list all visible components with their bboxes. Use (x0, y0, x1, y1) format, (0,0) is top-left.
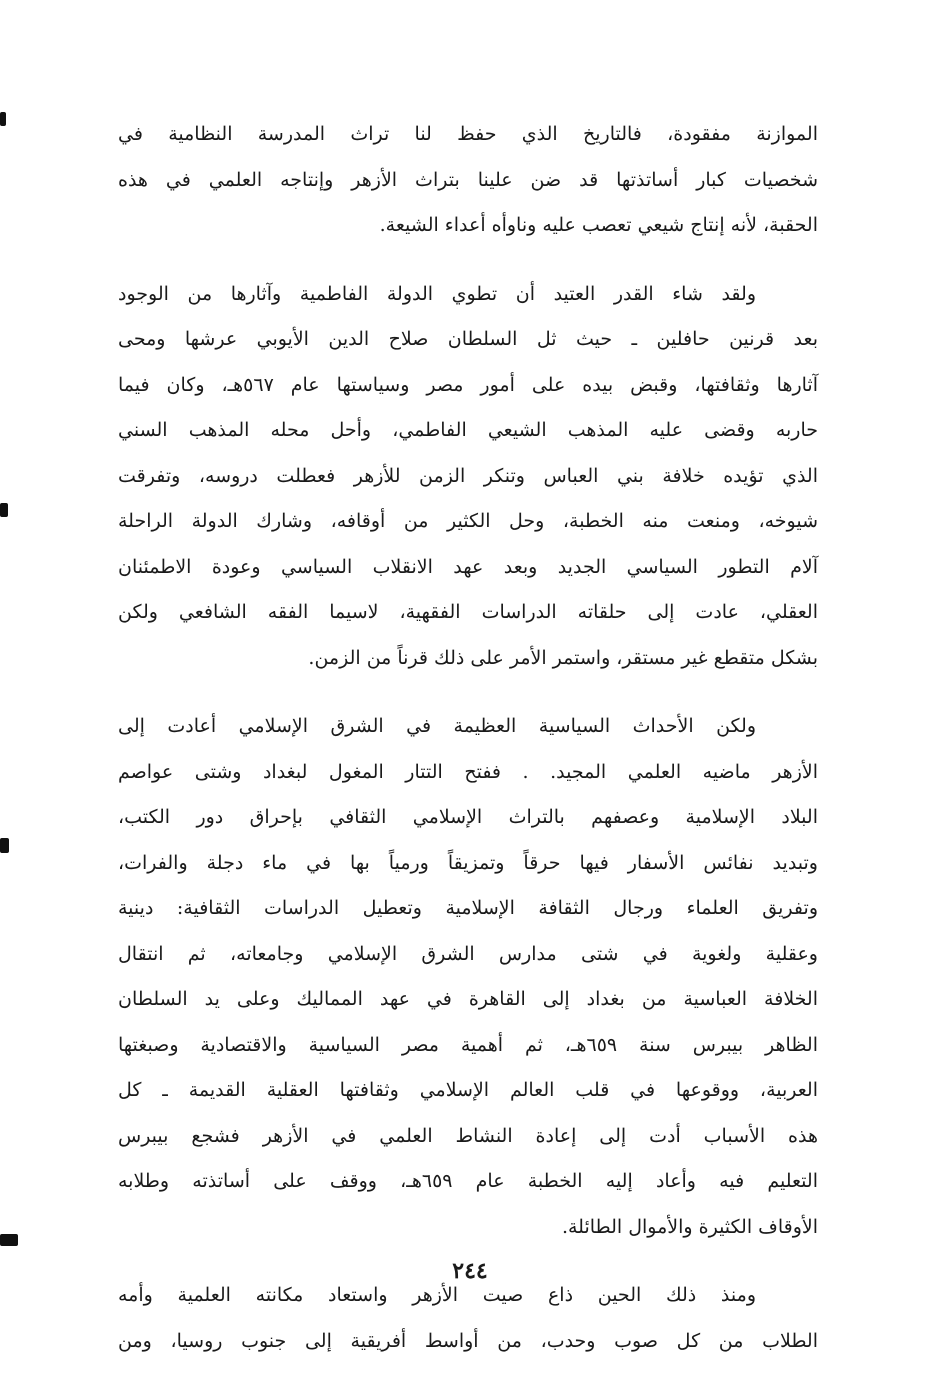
text-line: ولقد شاء القدر العتيد أن تطوي الدولة الفاطمية وآثارها من الوجود (118, 282, 756, 305)
text-line: الأوقاف الكثيرة والأموال الطائلة. (561, 1215, 818, 1238)
text-line: آثارها وثقافتها، وقبض بيده على أمور مصر وسياستها عام ٥٦٧هـ، وكان فيما (118, 373, 818, 396)
paragraph-1 (118, 112, 818, 249)
text-line: شخصيات كبار أساتذتها قد ضن علينا بتراث الأزهر وإنتاجه العلمي في هذه (118, 168, 818, 191)
scan-mark-1 (0, 112, 6, 126)
text-line: ولكن الأحداث السياسية العظيمة في الشرق الإسلامي أعادت إلى (118, 715, 756, 737)
text-line: الموازنة مفقودة، فالتاريخ الذي حفظ لنا تراث المدرسة النظامية في (118, 123, 818, 145)
text-line: العقلي، عادت إلى حلقاته الدراسات الفقهية، لاسيما الفقه الشافعي ولكن (118, 601, 818, 623)
body-text (118, 112, 818, 1387)
paragraph-4 (118, 1273, 818, 1364)
text-line: البلاد الإسلامية وعصفهم بالتراث الإسلامي الثقافي بإحراق دور الكتب، (118, 806, 818, 828)
text-line: التعليم فيه وأعاد إليه الخطبة عام ٦٥٩هـ، ووقف على أساتذته وطلابه (118, 1170, 818, 1192)
text-line: الحقبة، لأنه إنتاج شيعي تعصب عليه وناوأه أعداء الشيعة. (379, 214, 818, 236)
text-line: العربية، ووقوعها في قلب العالم الإسلامي وثقافتها العقلية القديمة ـ كل (118, 1079, 818, 1101)
text-line: وتفريق العلماء ورجال الثقافة الإسلامية وتعطيل الدراسات الثقافية: دينية (118, 897, 818, 919)
page-number: ٢٤٤ (452, 1258, 488, 1284)
text-line: حاربه وقضى عليه المذهب الشيعي الفاطمي، وأحل محله المذهب السني (118, 419, 818, 441)
scan-mark-3 (0, 838, 9, 853)
text-line: الظاهر بيبرس سنة ٦٥٩هـ، ثم أهمية مصر السياسية والاقتصادية وصبغتها (118, 1033, 819, 1056)
text-line: وتبديد نفائس الأسفار فيها حرقاً وتمزيقاً ورمياً بها في ماء دجلة والفرات، (118, 851, 818, 874)
text-line: بعد قرنين حافلين ـ حيث ثل السلطان صلاح الدين الأيوبي عرشها ومحى (118, 328, 818, 350)
text-line: الخلافة العباسية من بغداد إلى القاهرة في عهد المماليك وعلى يد السلطان (118, 988, 818, 1010)
paragraph-3 (118, 704, 818, 1250)
text-line: الأزهر ماضيه العلمي المجيد. . ففتح التتار المغول لبغداد وشتى عواصم (118, 760, 818, 783)
text-line: هذه الأسباب أدت إلى إعادة النشاط العلمي في الأزهر فشجع بيبرس (118, 1124, 818, 1147)
scan-mark-2 (0, 503, 8, 517)
paragraph-2 (118, 272, 818, 682)
text-line: بشكل متقطع غير مستقر، واستمر الأمر على ذلك قرناً من الزمن. (308, 646, 818, 669)
text-line: الذي تؤيده خلافة بني العباس وتنكر الزمن للأزهر فعطلت دروسه، وتفرقت (118, 464, 818, 487)
text-line: ومنذ ذلك الحين ذاع صيت الأزهر واستعاد مكانته العلمية وأمه (118, 1284, 756, 1306)
text-line: شيوخه، ومنعت منه الخطبة، وحل الكثير من أوقافه، وشارك الدولة الراحلة (118, 510, 818, 532)
text-line: الطلاب من كل صوب وحدب، من أواسط أفريقية إلى جنوب روسيا، ومن (118, 1329, 818, 1352)
scan-mark-4 (0, 1234, 18, 1246)
text-line: وعقلية ولغوية في شتى مدارس الشرق الإسلامي وجامعاته، ثم انتقال (118, 942, 818, 965)
text-line: آلام التطور السياسي الجديد وبعد عهد الانقلاب السياسي وعودة الاطمئنان (118, 555, 818, 578)
